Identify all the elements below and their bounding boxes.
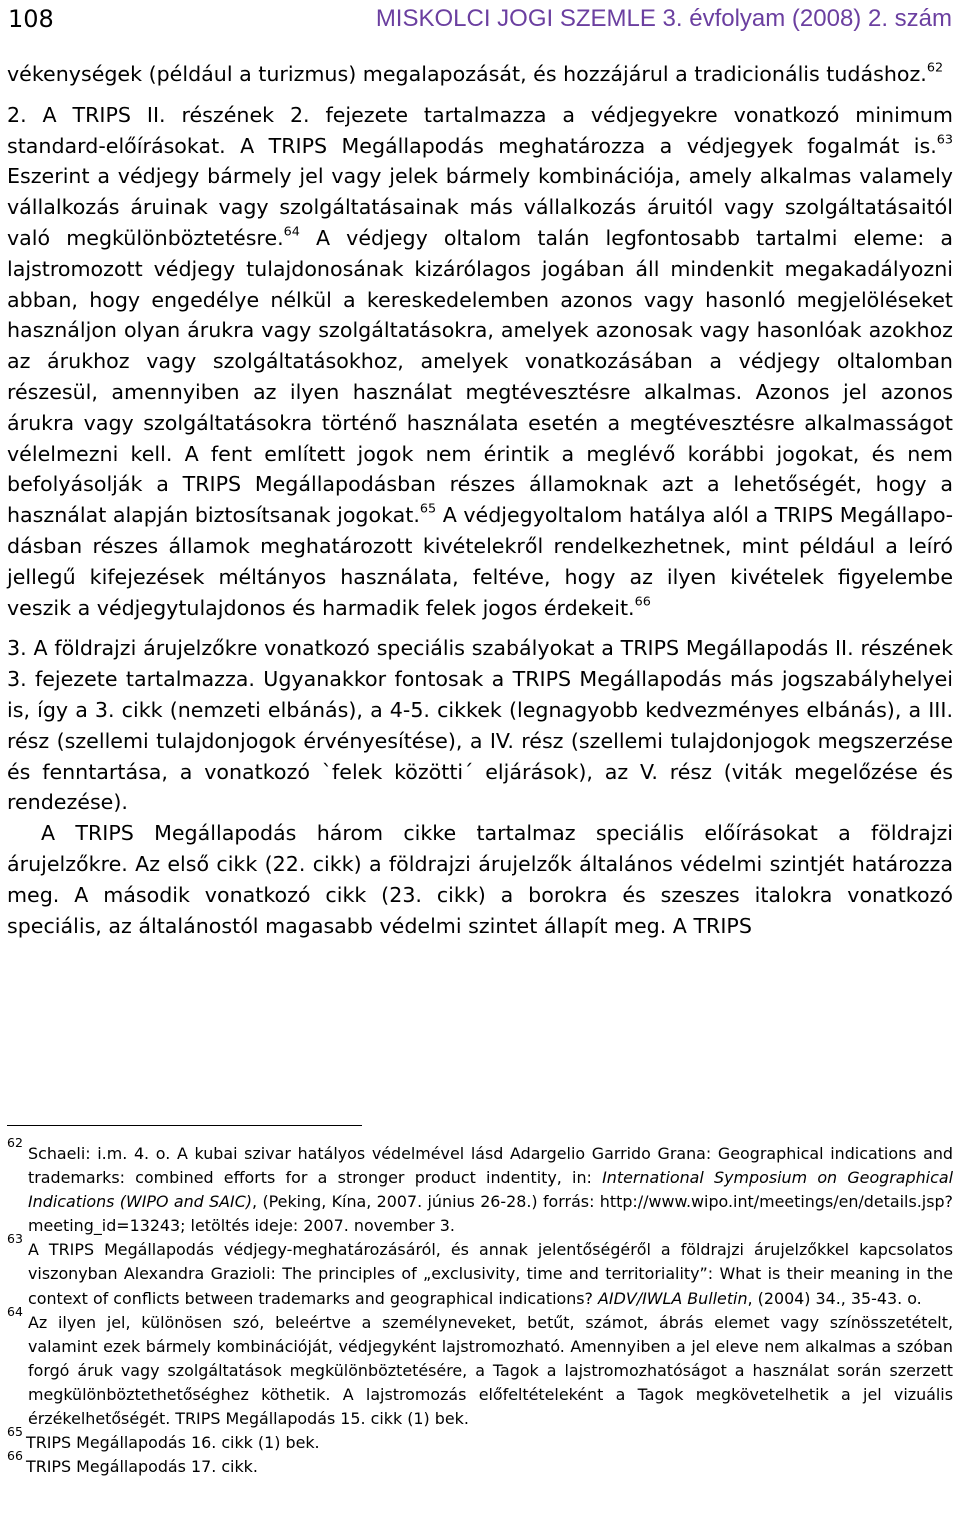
footnotes — [7, 1135, 953, 1479]
footnote-ref-65[interactable]: 65 — [419, 501, 437, 517]
footnote-text: , (2004) 34., 35-43. o. — [747, 1288, 922, 1308]
paragraph-text: Eszerint a védjegy bármely jel vagy jelek bármely kombinációja, amely alkalmas valamely vállalkozás áruinak vagy szolgáltatásainak más vállalkozás áruitól vagy szolgáltatásaitól való megkülönböztetésre. — [7, 164, 953, 250]
footnote-65 — [7, 1424, 953, 1455]
footnote-66 — [7, 1448, 953, 1479]
footnote-text: TRIPS Megállapodás 16. cikk (1) bek. — [26, 1433, 320, 1453]
footnote-text: , (Peking, Kína, 2007. június 26-28.) forrás: http://www.wipo.int/meetings/en/details.jsp?meeting_id=13243; letöltés ideje: 2007. november 3. — [28, 1192, 953, 1236]
footnote-text: A TRIPS Megállapodás védjegy-meghatározásáról, és annak jelentőségéről a földrajzi árujelzőkkel kapcsolatos viszonyban Alexandra Grazioli: The principles of „exclusivity, time and territoriality”: What is their meaning in the context of conflicts between trademarks and geographical indications? — [28, 1240, 953, 1308]
footnote-number: 66 — [7, 1448, 23, 1464]
running-head-journal-title: MISKOLCI JOGI SZEMLE 3. évfolyam (2008) 2. szám — [375, 5, 952, 32]
paragraph-geographical-indications: 3. A földrajzi árujelzőkre vonatkozó speciális szabályokat a TRIPS Megállapodás II. részének 3. fejezete tartalmazza. Ugyanakkor fontosak a TRIPS Megállapodás más jogszabályhelyei is, így a 3. cikk (nemzeti elbánás), a 4-5. cikkek (legnagyobb kedvezményes elbánás), a III. rész (szellemi tulajdonjogok érvényesítése), a IV. rész (szellemi tulajdonjogok megszerzése és fenntartása, a vonatkozó `felek közötti´ eljárások), az V. rész (viták megelőzése és rendezése). — [7, 636, 953, 815]
page-number: 108 — [8, 5, 54, 33]
footnote-ref-64[interactable]: 64 — [283, 224, 300, 240]
footnote-number: 64 — [7, 1303, 23, 1319]
footnote-text: Schaeli: i.m. 4. o. A kubai szivar hatályos védelmével lásd Adargelio Garrido Grana: Geographical indications and trademarks: combined efforts for a stronger product indentity, in: — [28, 1144, 953, 1188]
main-text — [7, 59, 953, 941]
footnote-number: 65 — [7, 1424, 23, 1440]
page-header — [8, 2, 952, 36]
footnote-number: 62 — [7, 1135, 23, 1150]
footnote-ref-62[interactable]: 62 — [926, 60, 944, 76]
footnote-64 — [7, 1303, 953, 1431]
footnote-italic-title: AIDV/IWLA Bulletin — [598, 1288, 748, 1308]
footnote-ref-66[interactable]: 66 — [634, 593, 651, 609]
footnote-ref-63[interactable]: 63 — [936, 132, 953, 148]
footnote-text: Az ilyen jel, különösen szó, beleértve a személyneveket, betűt, számot, ábrás elemet vagy színösszetételt, valamint ezek bármely kombinációját, védjegyként lajstromozható. Amennyiben a jel eleve nem alkalmas a szóban forgó áruk vagy szolgáltatások megkülönböztetésére, a Tagok a lajstromozhatóságot a használat során szerzett megkülönböztethetőséghez köthetik. A lajstromozás előfeltételeként a Tagok megkövetelhetik a jel vizuális érzékelhetőségét. TRIPS Megállapodás 15. cikk (1) bek. — [28, 1312, 953, 1429]
paragraph-text: vékenységek (például a turizmus) megalapozását, és hozzájárul a tradicionális tudáshoz. — [7, 62, 927, 86]
footnote-number: 63 — [7, 1231, 23, 1247]
footnote-62 — [7, 1135, 953, 1238]
paragraph-text: 2. A TRIPS II. részének 2. fejezete tartalmazza a védjegyekre vonatkozó minimum standard-előírásokat. A TRIPS Megállapodás meghatározza a védjegyek fogalmát is. — [7, 102, 953, 158]
footnote-italic-title: International Symposium on Geographical Indications (WIPO and SAIC) — [28, 1168, 953, 1212]
paragraph-trips-articles: A TRIPS Megállapodás három cikke tartalmaz speciális előírásokat a földrajzi árujelzőkre. Az első cikk (22. cikk) a földrajzi árujelzők általános védelmi szintjét határozza meg. A második vonatkozó cikk (23. cikk) a borokra és szeszes italokra vonatkozó speciális, az általánostól magasabb védelmi szintet állapít meg. A TRIPS — [7, 821, 953, 938]
paragraph-text: A védjegyoltalom hatálya alól a TRIPS Megállapodásban részes államok meghatározott kivételekről rendelkezhetnek, mint például a leíró jellegű kifejezések méltányos használata, feltéve, hogy az ilyen kivételek figyelembe veszik a védjegytulajdonos és harmadik felek jogos érdekeit. — [7, 503, 953, 620]
footnote-text: TRIPS Megállapodás 17. cikk. — [26, 1457, 258, 1477]
paragraph-trademarks — [7, 100, 953, 624]
paragraph-continuation — [7, 59, 953, 90]
footnote-63 — [7, 1231, 953, 1310]
footnote-separator — [7, 1125, 362, 1126]
paragraph-text: A védjegy oltalom talán legfontosabb tartalmi eleme: a lajstromozott védjegy tulajdonosának kizárólagos jogában áll mindenkit megakadályozni abban, hogy engedélye nélkül a kereskedelemben azonos vagy hasonló megjelöléseket használjon olyan árukra vagy szolgáltatásokra, amelyek azonosak vagy hasonlóak azokhoz az árukhoz vagy szolgáltatásokhoz, amelyek vonatkozásában a védjegy oltalomban részesül, amennyiben az ilyen használat megtévesztésre alkalmas. Azonos jel azonos árukra vagy szolgáltatásokra történő használata esetén a megtévesztésre alkalmasságot vélelmezni kell. A fent említett jogok nem érintik a meglévő korábbi jogokat, és nem befolyásolják a TRIPS Megállapodásban részes államoknak azt a lehetőségét, hogy a használat alapján biztosítsanak jogokat. — [7, 225, 953, 528]
